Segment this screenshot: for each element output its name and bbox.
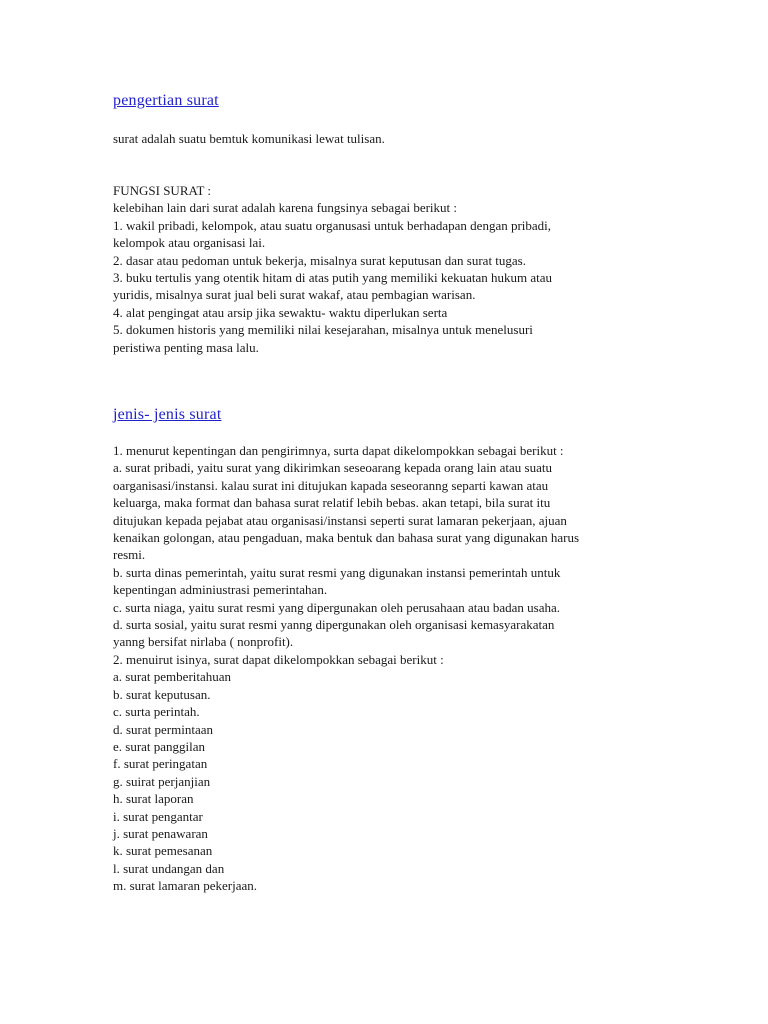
fungsi-line: FUNGSI SURAT : (113, 183, 212, 198)
jenis-line: c. surta niaga, yaitu surat resmi yang dipergunakan oleh perusahaan atau badan usaha. (113, 599, 561, 615)
jenis-line: l. surat undangan dan (113, 860, 225, 876)
jenis-line: b. surat keputusan. (113, 686, 211, 702)
jenis-line: d. surat permintaan (113, 721, 213, 737)
pengertian-text: surat adalah suatu bemtuk komunikasi lewat tulisan. (113, 131, 385, 146)
fungsi-line: peristiwa penting masa lalu. (113, 339, 259, 355)
heading-pengertian-surat[interactable]: pengertian surat (113, 92, 219, 109)
fungsi-line: 4. alat pengingat atau arsip jika sewaktu- waktu diperlukan serta (113, 304, 448, 320)
fungsi-line: kelebihan lain dari surat adalah karena fungsinya sebagai berikut : (113, 200, 458, 216)
fungsi-line: 5. dokumen historis yang memiliki nilai kesejarahan, misalnya untuk menelusuri (113, 322, 533, 338)
jenis-line: g. suirat perjanjian (113, 773, 211, 789)
jenis-line: 1. menurut kepentingan dan pengirimnya, surta dapat dikelompokkan sebagai berikut : (113, 443, 564, 458)
jenis-line: keluarga, maka format dan bahasa surat relatif lebih bebas. akan tetapi, bila surat itu (113, 495, 551, 511)
jenis-line: e. surat panggilan (113, 738, 206, 754)
jenis-line: h. surat laporan (113, 791, 194, 807)
heading-jenis-jenis-surat[interactable]: jenis- jenis surat (113, 406, 222, 423)
jenis-line: oarganisasi/instansi. kalau surat ini ditujukan kapada seseoranng separti kawan atau (113, 477, 549, 493)
jenis-line: resmi. (113, 547, 146, 563)
jenis-line: i. surat pengantar (113, 808, 203, 824)
fungsi-line: kelompok atau organisasi lai. (113, 235, 266, 251)
jenis-line: f. surat peringatan (113, 756, 208, 772)
jenis-line: a. surat pemberitahuan (113, 669, 232, 685)
section-fungsi (113, 182, 673, 356)
fungsi-line: yuridis, misalnya surat jual beli surat wakaf, atau pembagian warisan. (113, 287, 476, 303)
jenis-line: ditujukan kepada pejabat atau organisasi/instansi seperti surat lamaran pekerjaan, ajuan (113, 512, 567, 528)
jenis-line: kenaikan golongan, atau pengaduan, maka bentuk dan bahasa surat yang digunakan harus (113, 530, 580, 546)
section-pengertian (113, 91, 673, 111)
jenis-line: b. surta dinas pemerintah, yaitu surat resmi yang digunakan instansi pemerintah untuk (113, 564, 561, 580)
jenis-line: kepentingan adminiustrasi pemerintahan. (113, 582, 328, 598)
jenis-line: c. surta perintah. (113, 704, 200, 720)
jenis-line: yanng bersifat nirlaba ( nonprofit). (113, 634, 294, 650)
jenis-line: 2. menuirut isinya, surat dapat dikelompokkan sebagai berikut : (113, 651, 444, 667)
jenis-line: d. surta sosial, yaitu surat resmi yanng dipergunakan oleh organisasi kemasyarakatan (113, 617, 555, 633)
fungsi-line: 2. dasar atau pedoman untuk bekerja, misalnya surat keputusan dan surat tugas. (113, 252, 526, 268)
jenis-line: j. surat penawaran (113, 825, 208, 841)
section-jenis (113, 405, 673, 425)
jenis-line: a. surat pribadi, yaitu surat yang dikirimkan seseoarang kepada orang lain atau suatu (113, 460, 552, 476)
jenis-text-block (113, 442, 673, 895)
fungsi-line: 1. wakil pribadi, kelompok, atau suatu organusasi untuk berhadapan dengan pribadi, (113, 217, 552, 233)
jenis-line: m. surat lamaran pekerjaan. (113, 878, 258, 894)
pengertian-text-block (113, 130, 673, 147)
fungsi-line: 3. buku tertulis yang otentik hitam di atas putih yang memiliki kekuatan hukum atau (113, 270, 553, 286)
jenis-line: k. surat pemesanan (113, 843, 213, 859)
